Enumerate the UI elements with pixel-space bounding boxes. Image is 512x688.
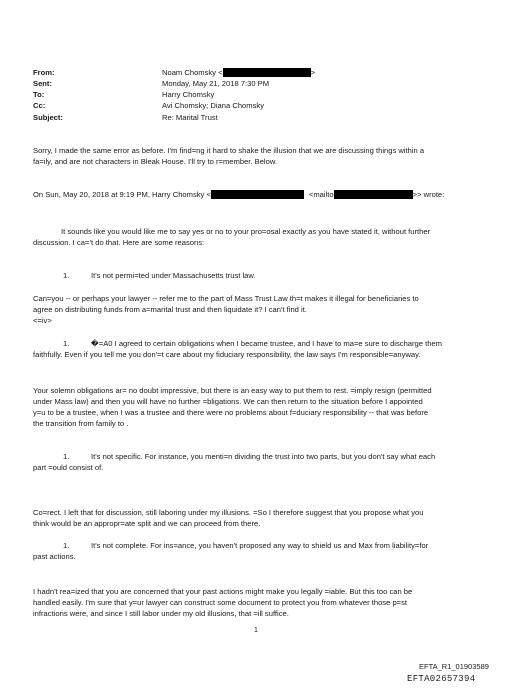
body-line: discussion. I ca=’t do that. Here are some reasons: [33,238,205,247]
body-line: Your solemn obligations ar= no doubt impressive, but there is an easy way to put them to rest. =imply resign (permitted [33,386,432,395]
list-item-text: It's not specific. For instance, you menti=n dividing the trust into two parts, but you don't say what each [91,452,436,461]
body-line: <=iv> [33,316,52,325]
list-item-text: part =ould consist of. [33,463,104,472]
body-line: I hadn't rea=ized that you are concerned that your past actions might make you legally =iable. But this too can be [33,587,413,596]
page-number: 1 [254,627,258,634]
list-item-text: It's not complete. For ins=ance, you haven't proposed any way to shield us and Max from liability=for [91,541,429,550]
body-line: It sounds like you would like me to say yes or no to your pro=osal exactly as you have stated it, without further [61,227,431,236]
redaction-box [334,190,413,199]
list-item-text: It's not permi=ted under Massachusetts trust law. [91,271,256,280]
from-value [162,68,315,77]
body-line: Can=you -- or perhaps your lawyer -- refer me to the part of Mass Trust Law th=t makes it illegal for beneficiaries to [33,294,419,303]
bates-ref-secondary: EFTA02657394 [407,674,476,684]
body-line: Sorry, I made the same error as before. I'm find=ng it hard to shake the illusion that we are discussing things within a [33,146,425,155]
list-number: 1. [63,541,70,550]
quote-wrote: >> wrote: [412,190,445,199]
list-number: 1. [63,452,70,461]
body-line: the transition from family to . [33,419,129,428]
from-tail: > [310,68,315,77]
to-value: Harry Chomsky [162,90,215,99]
body-line: Co=rect. I left that for discussion, still laboring under my illusions. =So I therefore suggest that you propose what you [33,508,424,517]
from-label: From: [33,68,55,77]
body-line: agree on distributing funds from a=marital trust and then liquidate it? I can't find it. [33,305,307,314]
list-number: 1. [63,271,70,280]
body-line: infractions were, and since I still labor under my old illusions, that =ill suffice. [33,609,289,618]
body-line: fa=ily, and are not characters in Bleak House. I'll try to r=member. Below. [33,157,277,166]
quote-text: On Sun, May 20, 2018 at 9:19 PM, Harry Chomsky < [33,190,211,199]
sent-label: Sent: [33,79,52,88]
sent-value: Monday, May 21, 2018 7:30 PM [162,79,270,88]
body-line: handled easily. I'm sure that y=ur lawyer can construct some document to protect you from whatever those p=st [33,598,408,607]
body-line: y=u to be a trustee, when I was a trustee and there were no problems about f=duciary responsibility -- that was before [33,408,429,417]
list-item-text: past actions. [33,552,76,561]
from-name: Noam Chomsky < [162,68,223,77]
quote-attribution [33,190,444,200]
body-line: think would be an appropr=ate split and we can proceed from there. [33,519,261,528]
cc-value: Avi Chomsky; Diana Chomsky [162,101,264,110]
list-number: 1. [63,339,70,348]
bates-ref-primary: EFTA_R1_01903589 [419,662,489,671]
redaction-box [211,190,304,199]
list-item-text: �=A0 I agreed to certain obligations when I became trustee, and I have to ma=e sure to discharge them [91,339,442,348]
subject-value: Re: Marital Trust [162,113,218,122]
list-item-text: faithfully. Even if you tell me you don'=t care about my fiduciary responsibility, the law says I'm responsible=anyway. [33,350,421,359]
quote-mailto: <mailto [308,190,334,199]
redaction-box [223,68,311,77]
body-line: under Mass law) and then you will have no further =bligations. We can then return to the situation before I appointed [33,397,423,406]
subject-label: Subject: [33,113,63,122]
cc-label: Cc: [33,101,46,110]
to-label: To: [33,90,45,99]
